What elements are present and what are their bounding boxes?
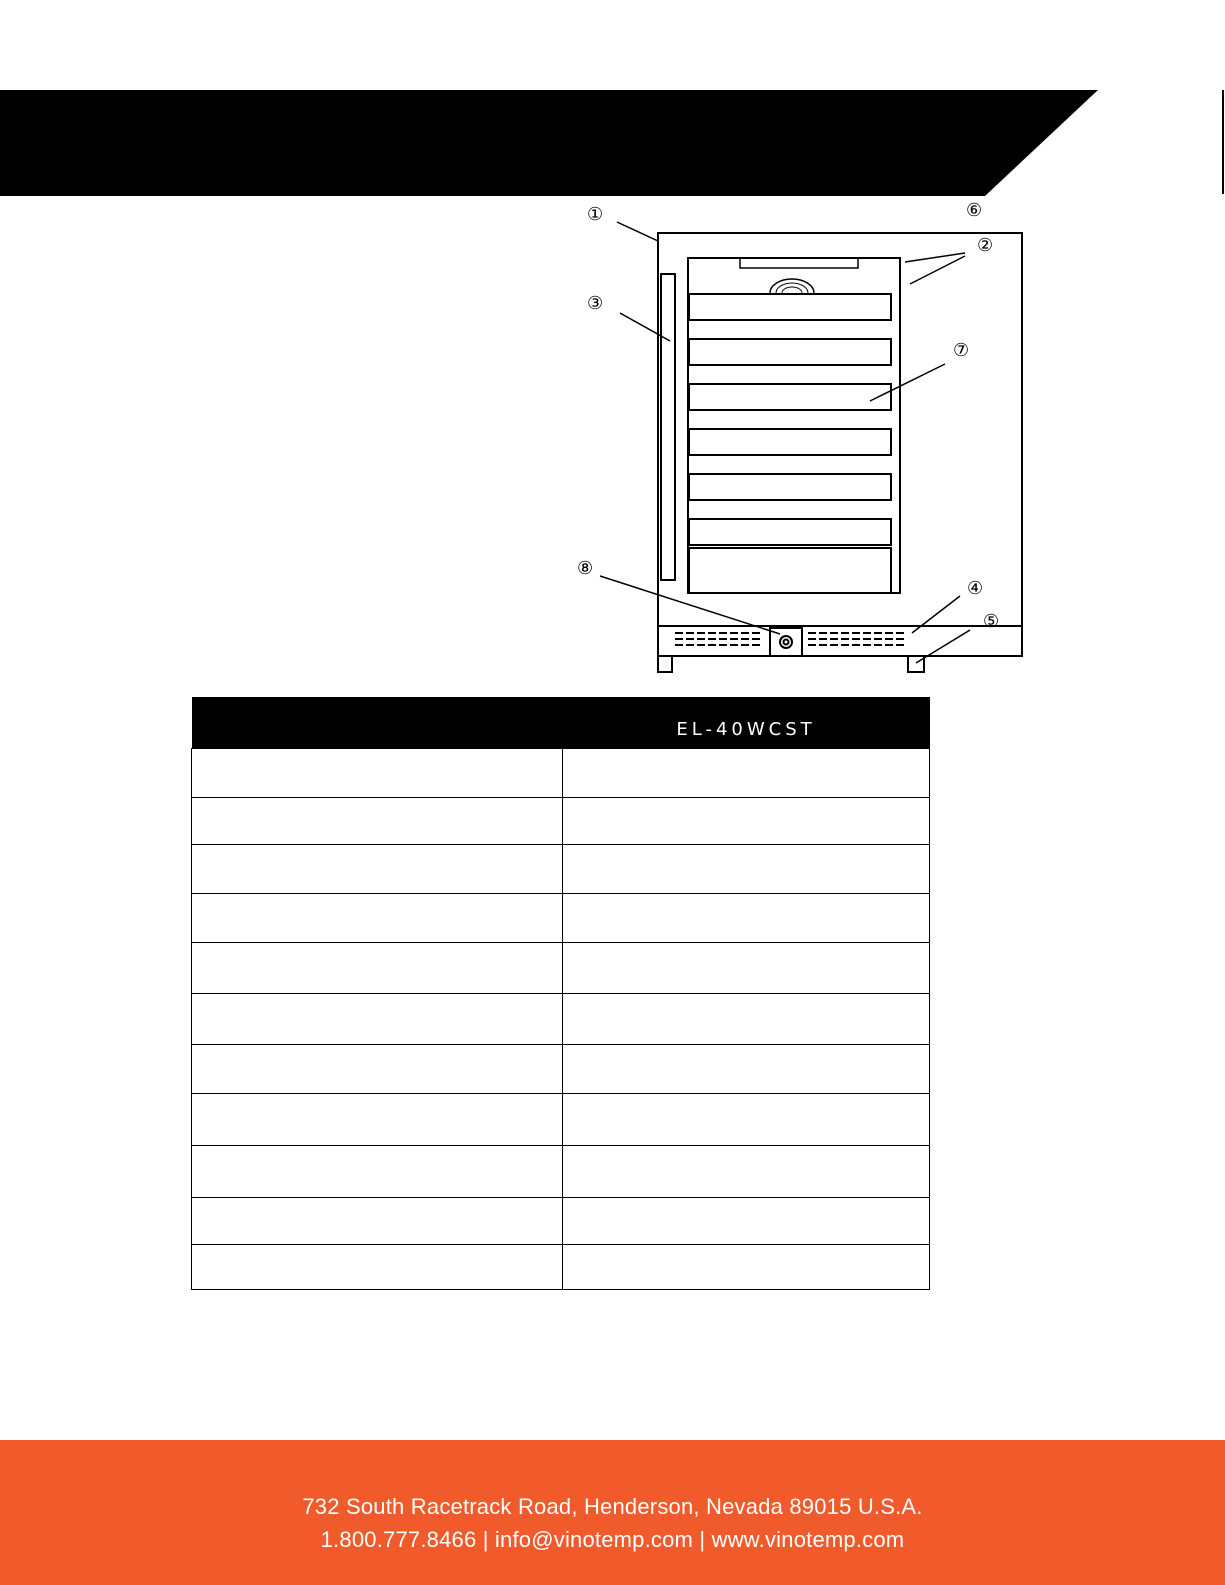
spec-value	[563, 1146, 930, 1198]
marker-6: ⑥	[966, 200, 983, 221]
footer-address: 732 South Racetrack Road, Henderson, Nevada 89015 U.S.A.	[302, 1494, 923, 1519]
spec-header-model: EL-40WCST	[563, 697, 930, 749]
spec-label	[192, 1245, 563, 1290]
table-row	[192, 894, 930, 943]
spec-value	[563, 1094, 930, 1146]
marker-7: ⑦	[953, 340, 970, 361]
spec-label	[192, 798, 563, 845]
spec-label	[192, 845, 563, 894]
spec-label	[192, 943, 563, 994]
footer-contact: 1.800.777.8466 | info@vinotemp.com | www.vinotemp.com	[320, 1527, 905, 1552]
spec-table	[191, 697, 930, 1290]
table-row	[192, 1045, 930, 1094]
spec-label	[192, 749, 563, 798]
spec-label	[192, 1146, 563, 1198]
header-banner	[0, 90, 1100, 196]
table-row	[192, 798, 930, 845]
table-row	[192, 845, 930, 894]
spec-value	[563, 798, 930, 845]
table-row	[192, 943, 930, 994]
spec-table-header	[192, 697, 930, 749]
spec-value	[563, 845, 930, 894]
spec-label	[192, 1045, 563, 1094]
spec-label	[192, 1094, 563, 1146]
table-row	[192, 1198, 930, 1245]
spec-value	[563, 1045, 930, 1094]
table-row	[192, 1094, 930, 1146]
spec-value	[563, 994, 930, 1045]
spec-header-label	[192, 697, 563, 749]
wine-cooler-diagram	[560, 196, 1030, 686]
marker-3: ③	[587, 293, 604, 314]
footer	[0, 1440, 1225, 1585]
table-row	[192, 994, 930, 1045]
marker-4: ④	[967, 578, 984, 599]
spec-value	[563, 1198, 930, 1245]
spec-value	[563, 749, 930, 798]
marker-8: ⑧	[577, 558, 594, 579]
table-row	[192, 1245, 930, 1290]
table-row	[192, 1146, 930, 1198]
spec-label	[192, 994, 563, 1045]
spec-value	[563, 943, 930, 994]
spec-value	[563, 1245, 930, 1290]
edge-line	[1222, 90, 1224, 194]
marker-2: ②	[977, 235, 994, 256]
spec-label	[192, 894, 563, 943]
spec-value	[563, 894, 930, 943]
table-row	[192, 749, 930, 798]
marker-1: ①	[587, 204, 604, 225]
marker-5: ⑤	[983, 611, 1000, 632]
spec-label	[192, 1198, 563, 1245]
